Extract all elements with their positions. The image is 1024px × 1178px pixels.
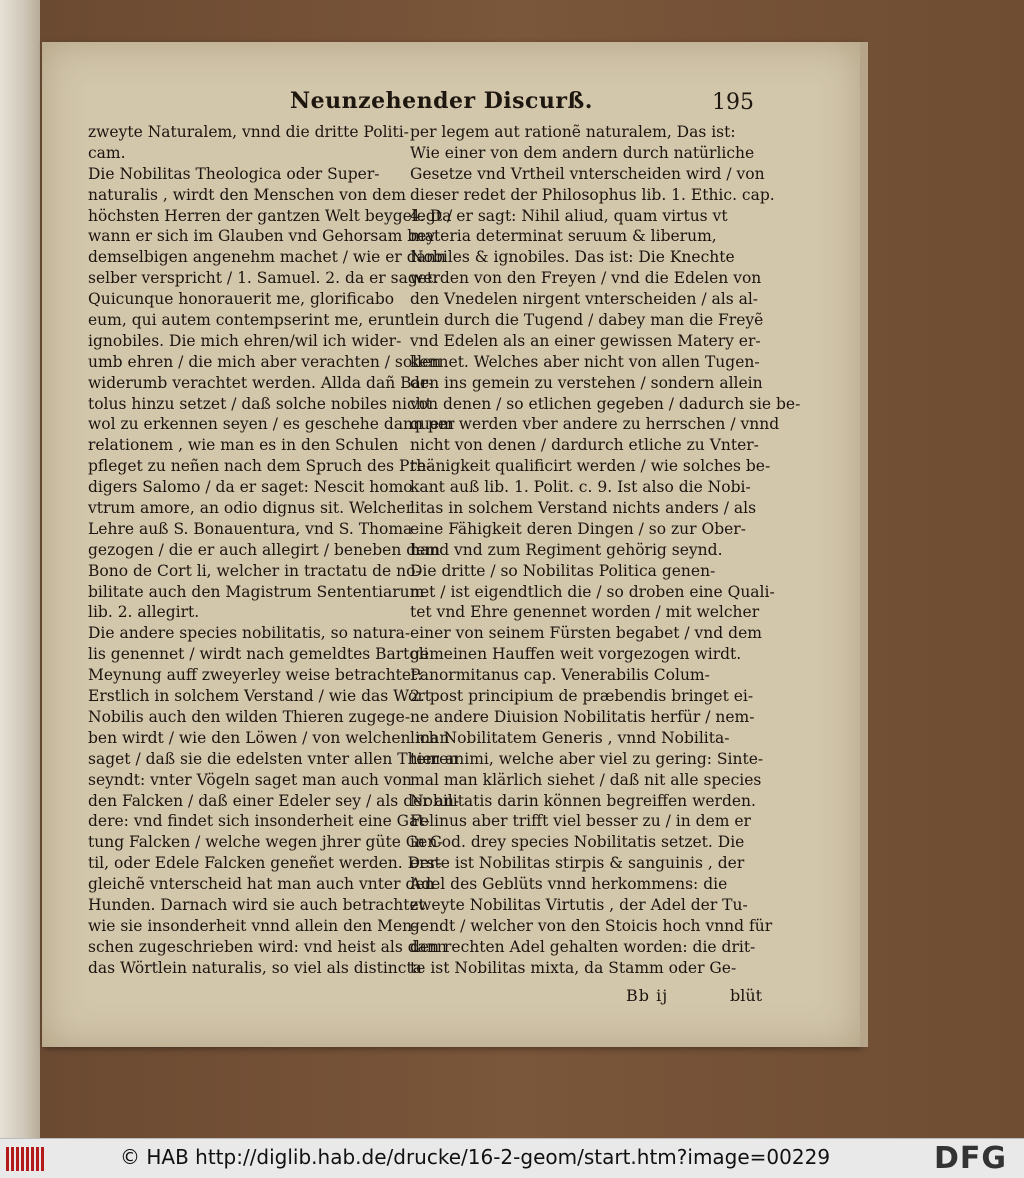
- text-line: relationem , wie man es in den Schulen: [88, 436, 399, 455]
- running-head: Neunzehender Discurß.: [290, 88, 593, 114]
- page-edge: [860, 42, 868, 1047]
- text-line: per legem aut rationẽ naturalem, Das ist:: [410, 123, 736, 141]
- dfg-logo: DFG: [934, 1141, 1008, 1176]
- text-line: wie sie insonderheit vnnd allein den Men-: [88, 916, 418, 935]
- text-line: Quicunque honorauerit me, glorificabo: [88, 290, 395, 309]
- text-line: dieser redet der Philosophus lib. 1. Ethic. cap.: [410, 185, 775, 204]
- text-line: vnd Edelen als an einer gewissen Matery er-: [410, 331, 761, 350]
- text-line: lein durch die Tugend / dabey man die Freyẽ: [410, 311, 764, 330]
- text-line: wol zu erkennen seyen / es geschehe dann per: [88, 415, 455, 434]
- text-line: ben wirdt / wie den Löwen / von welchen man: [88, 728, 450, 747]
- text-line: ignobiles. Die mich ehren/wil ich wider-: [88, 331, 402, 350]
- text-line: schen zugeschrieben wird: vnd heist als dann: [88, 937, 447, 956]
- text-line: Die dritte / so Nobilitas Politica genen-: [410, 561, 716, 580]
- text-line: quem werden vber andere zu herrschen / vnnd: [410, 415, 780, 434]
- viewer-footer: [0, 1138, 1024, 1178]
- text-line: Erstlich in solchem Verstand / wie das Wort: [88, 687, 431, 706]
- text-line: Lehre auß S. Bonauentura, vnd S. Thoma: [88, 519, 413, 538]
- text-line: lich Nobilitatem Generis , vnnd Nobilita-: [410, 728, 730, 747]
- text-line: seyndt: vnter Vögeln saget man auch von: [88, 770, 412, 789]
- text-line: Die andere species nobilitatis, so natura-: [88, 624, 411, 643]
- text-line: gendt / welcher von den Stoicis hoch vnnd für: [410, 916, 773, 935]
- signature-mark: Bb ij: [626, 986, 669, 1005]
- text-line: selber verspricht / 1. Samuel. 2. da er saget:: [88, 269, 439, 288]
- text-line: zweyte Nobilitas Virtutis , der Adel der Tu-: [410, 895, 748, 914]
- text-line: demselbigen angenehm machet / wie er dann: [88, 248, 446, 267]
- text-line: Wie einer von dem andern durch natürliche: [410, 143, 755, 162]
- text-line: Hunden. Darnach wird sie auch betrachtet: [88, 895, 425, 914]
- text-line: ne andere Diuision Nobilitatis herfür / nem-: [410, 707, 755, 726]
- text-line: Bono de Cort li, welcher in tractatu de no-: [88, 561, 421, 580]
- text-line: das Wörtlein naturalis, so viel als distincta: [88, 958, 422, 977]
- text-line: Felinus aber trifft viel besser zu / in dem er: [410, 812, 751, 831]
- text-line: til, oder Edele Falcken geneñet werden. Der-: [88, 854, 442, 873]
- hab-logo-icon: [6, 1147, 46, 1171]
- facing-page-edge: [0, 0, 40, 1138]
- text-line: einer von seinem Fürsten begabet / vnd dem: [410, 624, 762, 643]
- left-text-column: [88, 122, 460, 979]
- text-line: Nobilis auch den wilden Thieren zugege-: [88, 707, 411, 726]
- text-line: wann er sich im Glauben vnd Gehorsam bey: [88, 227, 436, 246]
- text-line: eum, qui autem contempserint me, erunt: [88, 311, 411, 330]
- text-line: Panormitanus cap. Venerabilis Colum-: [410, 666, 710, 685]
- text-line: gemeinen Hauffen weit vorgezogen wirdt.: [410, 645, 742, 664]
- text-line: Adel des Geblüts vnnd herkommens: die: [410, 875, 728, 894]
- text-line: eine Fähigkeit deren Dingen / so zur Ober-: [410, 519, 746, 538]
- text-line: 2. post principium de præbendis bringet ei-: [410, 687, 754, 706]
- text-line: tung Falcken / welche wegen jhrer güte Gen-: [88, 833, 443, 852]
- text-line: thänigkeit qualificirt werden / wie solches be-: [410, 457, 771, 476]
- text-line: gezogen / die er auch allegirt / beneben dem: [88, 540, 441, 559]
- text-line: 4. Da er sagt: Nihil aliud, quam virtus vt: [410, 206, 728, 225]
- text-line: werden von den Freyen / vnd die Edelen von: [410, 269, 762, 288]
- text-line: litas in solchem Verstand nichts anders / als: [410, 499, 757, 518]
- text-line: kennet. Welches aber nicht von allen Tugen-: [410, 352, 760, 371]
- text-line: net / ist eigendtlich die / so droben eine Quali-: [410, 582, 775, 601]
- text-line: von denen / so etlichen gegeben / dadurch sie be-: [410, 394, 801, 413]
- text-line: hand vnd zum Regiment gehörig seynd.: [410, 540, 723, 559]
- text-line: pfleget zu neñen nach dem Spruch des Pre-: [88, 457, 432, 476]
- text-line: kant auß lib. 1. Polit. c. 9. Ist also die Nobi-: [410, 478, 751, 497]
- text-line: saget / daß sie die edelsten vnter allen Thieren: [88, 749, 459, 768]
- text-line: gleichẽ vnterscheid hat man auch vnter den: [88, 875, 435, 894]
- text-line: Meynung auff zweyerley weise betrachtet:: [88, 666, 423, 685]
- text-line: den rechten Adel gehalten worden: die drit-: [410, 937, 756, 956]
- text-line: Nobiles & ignobiles. Das ist: Die Knechte: [410, 248, 735, 267]
- text-line: mal man klärlich siehet / daß nit alle species: [410, 770, 762, 789]
- text-line: tet vnd Ehre genennet worden / mit welcher: [410, 603, 760, 622]
- text-line: höchsten Herren der gantzen Welt beygelegt /: [88, 206, 453, 225]
- text-line: Die Nobilitas Theologica oder Super-: [88, 164, 380, 183]
- text-line: in Cod. drey species Nobilitatis setzet. Die: [410, 833, 745, 852]
- page-number: 195: [712, 90, 754, 115]
- text-line: tem animi, welche aber viel zu gering: Sinte-: [410, 749, 764, 768]
- text-line: zweyte Naturalem, vnnd die dritte Politi-: [88, 123, 409, 141]
- copyright-link[interactable]: © HAB http://diglib.hab.de/drucke/16-2-geom/start.htm?image=00229: [120, 1145, 831, 1169]
- text-line: naturalis , wirdt den Menschen von dem: [88, 185, 406, 204]
- text-line: erste ist Nobilitas stirpis & sanguinis , der: [410, 854, 745, 873]
- text-line: lis genennet / wirdt nach gemeldtes Bartoli: [88, 645, 429, 664]
- catchword: blüt: [730, 986, 763, 1005]
- text-line: cam.: [88, 143, 126, 162]
- text-line: lib. 2. allegirt.: [88, 603, 200, 622]
- text-line: den Vnedelen nirgent vnterscheiden / als al-: [410, 290, 759, 309]
- text-line: tolus hinzu setzet / daß solche nobiles nicht: [88, 394, 432, 413]
- text-line: dere: vnd findet sich insonderheit eine Gat-: [88, 812, 430, 831]
- text-line: den ins gemein zu verstehen / sondern allein: [410, 373, 763, 392]
- text-line: materia determinat seruum & liberum,: [410, 227, 717, 246]
- text-line: widerumb verachtet werden. Allda dañ Bar-: [88, 373, 434, 392]
- text-line: den Falcken / daß einer Edeler sey / als der an-: [88, 791, 460, 810]
- right-text-column: [410, 122, 801, 979]
- text-line: Nobilitatis darin können begreiffen werden.: [410, 791, 756, 810]
- text-line: Gesetze vnd Vrtheil vnterscheiden wird / von: [410, 164, 765, 183]
- text-line: digers Salomo / da er saget: Nescit homo: [88, 478, 413, 497]
- text-line: bilitate auch den Magistrum Sententiarum: [88, 582, 425, 601]
- text-line: nicht von denen / dardurch etliche zu Vnter-: [410, 436, 759, 455]
- text-line: te ist Nobilitas mixta, da Stamm oder Ge-: [410, 958, 737, 977]
- text-line: umb ehren / die mich aber verachten / sollen: [88, 352, 442, 371]
- text-line: vtrum amore, an odio dignus sit. Welcher: [88, 499, 414, 518]
